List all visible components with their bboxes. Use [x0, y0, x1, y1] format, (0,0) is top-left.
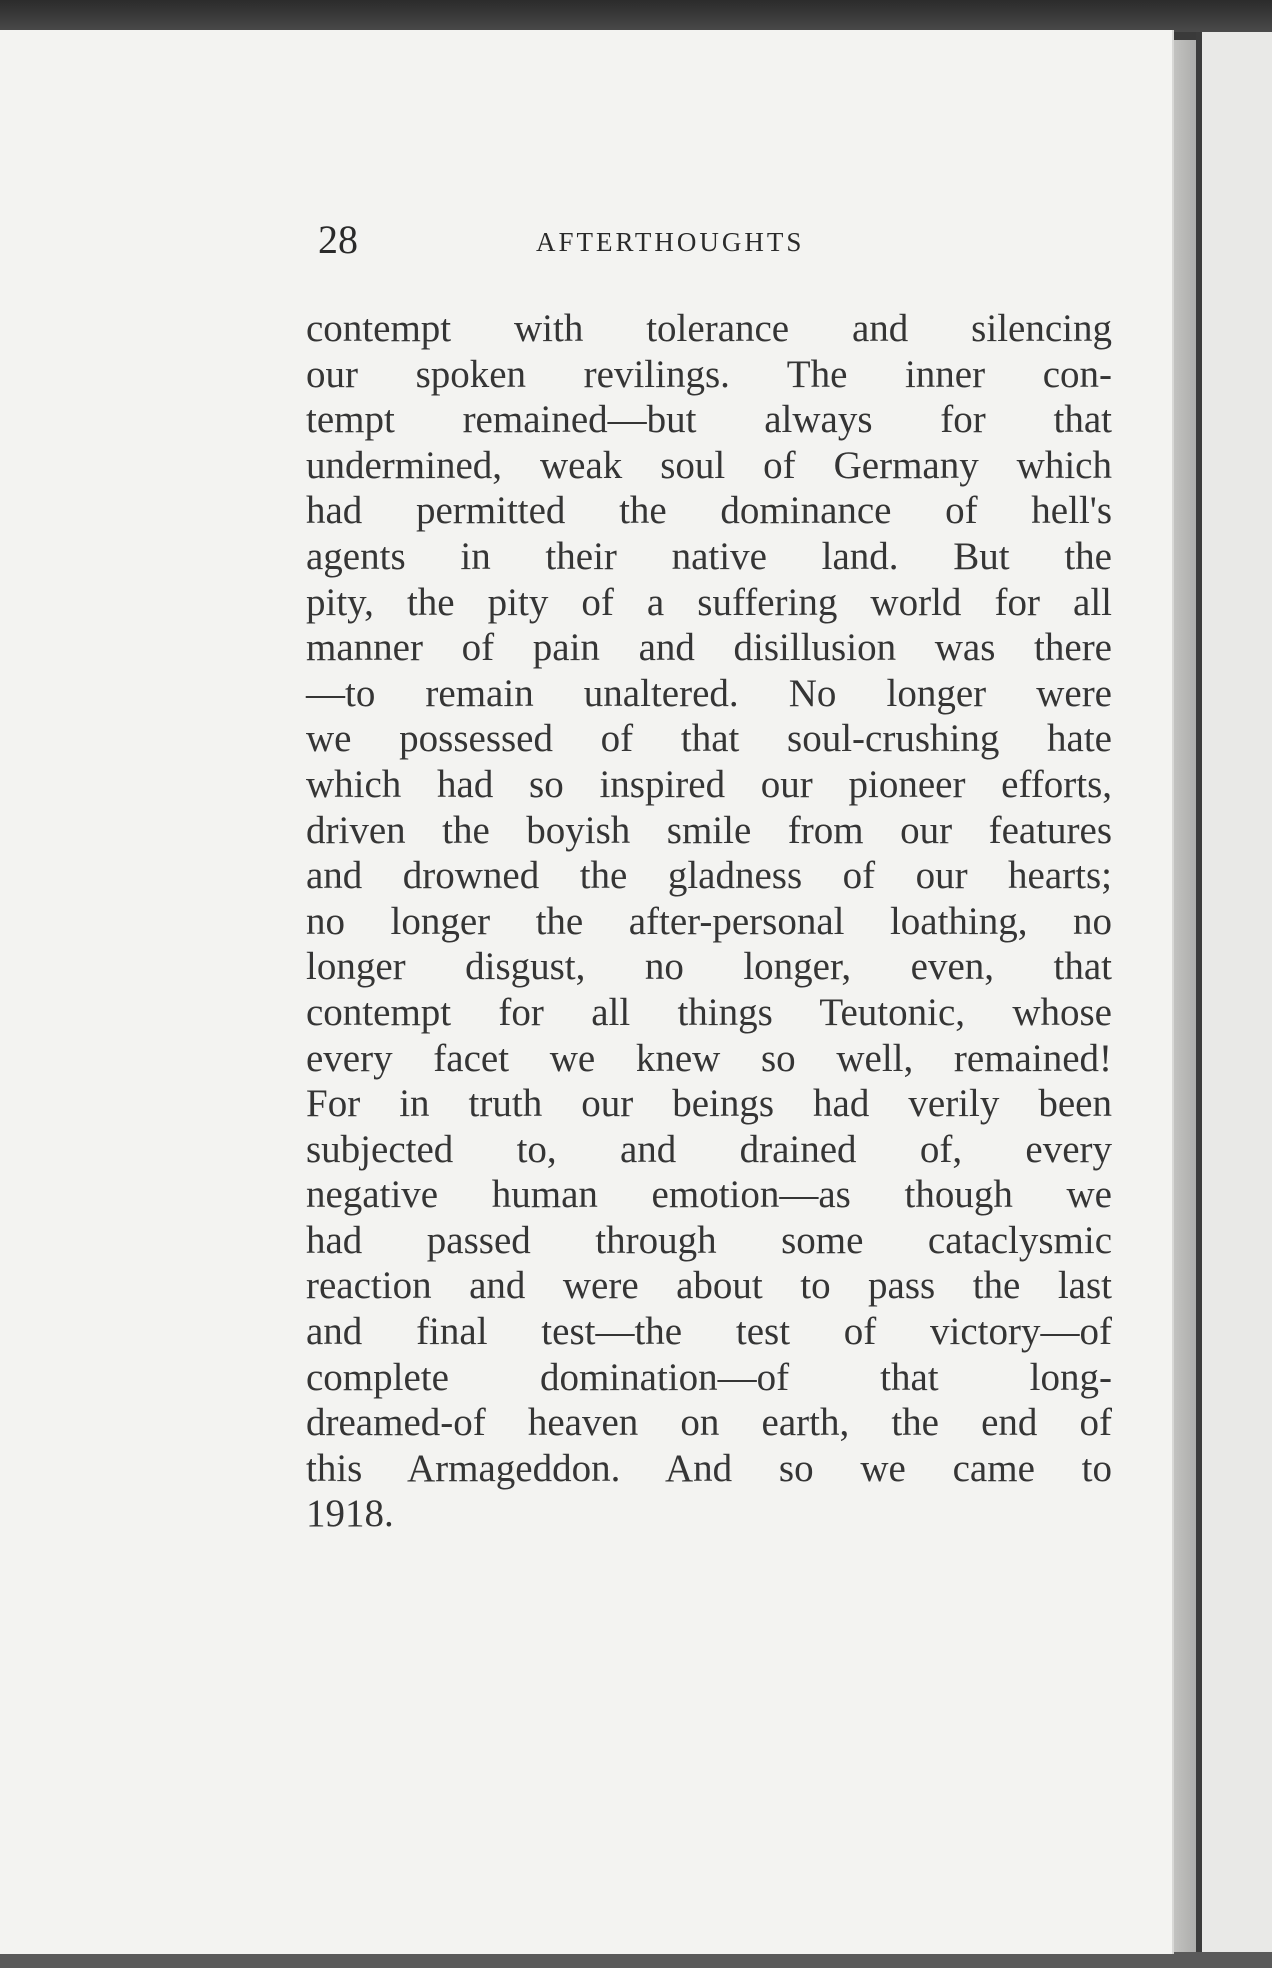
text-line: driven the boyish smile from our features: [306, 808, 1112, 852]
text-line: had passed through some cataclysmic: [306, 1218, 1112, 1262]
text-line: For in truth our beings had verily been: [306, 1082, 1112, 1126]
text-line: had permitted the dominance of hell's: [306, 489, 1112, 533]
text-line: reaction and were about to pass the last: [306, 1264, 1112, 1308]
running-title: AFTERTHOUGHTS: [536, 227, 805, 257]
page-number: 28: [318, 217, 358, 262]
text-line: every facet we knew so well, remained!: [306, 1036, 1112, 1080]
text-line: tempt remained—but always for that: [306, 398, 1112, 442]
text-line: pity, the pity of a suffering world for all: [306, 580, 1112, 624]
text-line: negative human emotion—as though we: [306, 1173, 1112, 1217]
text-line: this Armageddon. And so we came to: [306, 1446, 1112, 1490]
text-line: contempt for all things Teutonic, whose: [306, 990, 1112, 1034]
running-head: [318, 212, 878, 268]
text-line: subjected to, and drained of, every: [306, 1127, 1112, 1171]
text-line: no longer the after-personal loathing, no: [306, 899, 1112, 943]
text-line: undermined, weak soul of Germany which: [306, 443, 1112, 487]
text-line: contempt with tolerance and silencing: [306, 307, 1112, 350]
text-line: we possessed of that soul-crushing hate: [306, 717, 1112, 761]
text-line: and final test—the test of victory—of: [306, 1310, 1112, 1354]
scan-border-right: [1200, 32, 1272, 1968]
body-text: [306, 306, 1112, 1537]
text-line: longer disgust, no longer, even, that: [306, 945, 1112, 989]
text-line-last: 1918.: [306, 1492, 394, 1536]
scan-border-top: [0, 0, 1272, 32]
scan-edge-strip: [1196, 32, 1202, 1968]
text-line: manner of pain and disillusion was there: [306, 626, 1112, 670]
text-line: and drowned the gladness of our hearts;: [306, 854, 1112, 898]
text-line: agents in their native land. But the: [306, 534, 1112, 578]
text-line: —to remain unaltered. No longer were: [306, 671, 1112, 715]
scan-border-bottom: [0, 1952, 1272, 1968]
text-line: dreamed-of heaven on earth, the end of: [306, 1401, 1112, 1445]
text-line: complete domination—of that long-: [306, 1355, 1112, 1399]
text-line: which had so inspired our pioneer efforts,: [306, 762, 1112, 806]
text-line: our spoken revilings. The inner con-: [306, 352, 1112, 396]
